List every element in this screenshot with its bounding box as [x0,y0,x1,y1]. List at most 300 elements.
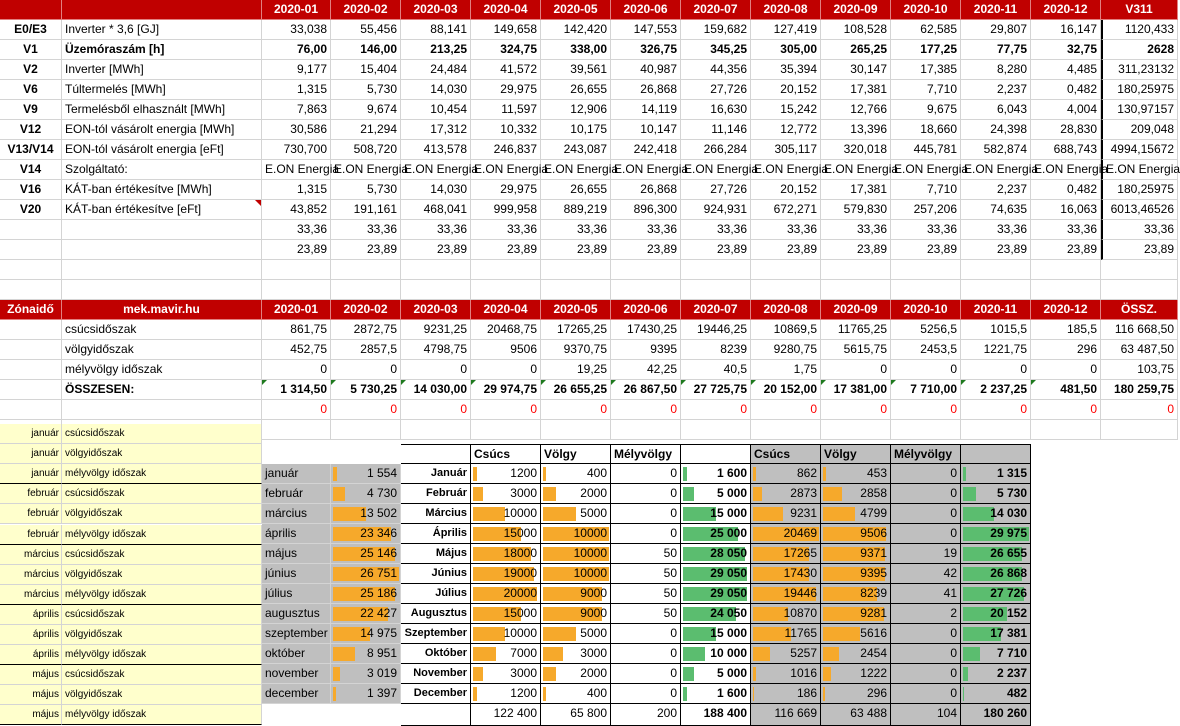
mavir-row-label[interactable] [62,400,262,420]
list-month[interactable] [0,665,62,685]
row-value[interactable] [262,180,331,200]
row-value[interactable] [471,120,541,140]
mavir-row-value[interactable] [401,380,471,400]
table-cell-a_valley[interactable] [541,484,611,504]
mavir-row-value[interactable] [331,400,401,420]
mavir-row-value[interactable] [681,360,751,380]
bar-month-name[interactable] [262,504,331,524]
table-cell-a_valley[interactable] [541,644,611,664]
table-cell-b_deep[interactable] [891,564,961,584]
table-cell-a_valley[interactable] [541,584,611,604]
row-value[interactable] [262,40,331,60]
list-month[interactable] [0,525,62,545]
table-cell-b_peak[interactable] [751,664,821,684]
empty-cell[interactable] [262,280,331,300]
table-row-month[interactable] [401,604,471,624]
list-period[interactable] [62,705,262,725]
list-period[interactable] [62,685,262,705]
row-value[interactable] [961,140,1031,160]
row-code[interactable] [0,180,62,200]
row-value[interactable] [331,80,401,100]
empty-cell[interactable] [62,280,262,300]
row-value[interactable] [961,120,1031,140]
empty-cell[interactable] [1031,280,1101,300]
table-cell-b_total[interactable] [961,544,1031,564]
bar-month-name[interactable] [262,624,331,644]
row-label[interactable] [62,180,262,200]
empty-cell[interactable] [751,260,821,280]
row-value[interactable] [891,220,961,240]
table-cell-b_peak[interactable] [751,484,821,504]
bar-month-value[interactable] [331,484,401,504]
table-cell-b_total[interactable] [961,624,1031,644]
table-row-month[interactable] [401,464,471,484]
row-value[interactable] [471,60,541,80]
mavir-header-month[interactable] [471,300,541,320]
mavir-row-value[interactable] [541,400,611,420]
bar-month-value[interactable] [331,644,401,664]
top-header-blank-b[interactable] [62,0,262,20]
row-value[interactable] [821,160,899,180]
top-header-month[interactable] [1031,0,1101,20]
mavir-header-month[interactable] [331,300,401,320]
mavir-blank[interactable] [0,380,62,400]
top-header-month[interactable] [681,0,751,20]
row-value[interactable] [331,240,401,260]
row-value[interactable] [401,80,471,100]
mavir-row-value[interactable] [821,320,891,340]
bar-month-name[interactable] [262,464,331,484]
row-value[interactable] [891,120,961,140]
table-cell-a_valley[interactable] [541,524,611,544]
row-label[interactable] [62,100,262,120]
mavir-header-month[interactable] [681,300,751,320]
row-value[interactable] [611,80,681,100]
empty-cell[interactable] [751,280,821,300]
row-value[interactable] [1031,20,1101,40]
mavir-row-value[interactable] [1031,380,1101,400]
mavir-blank[interactable] [0,360,62,380]
mavir-row-value[interactable] [961,340,1031,360]
table-cell-b_deep[interactable] [891,604,961,624]
row-value[interactable] [681,120,751,140]
table-total-b_deep[interactable] [891,704,961,726]
row-value[interactable] [262,120,331,140]
list-month[interactable] [0,545,62,565]
table-cell-b_peak[interactable] [751,504,821,524]
row-value[interactable] [1031,220,1101,240]
table-cell-a_deep[interactable] [611,584,681,604]
table-cell-b_valley[interactable] [821,464,891,484]
mavir-row-value[interactable] [751,380,821,400]
row-value[interactable] [541,20,611,40]
table-total-label[interactable] [401,704,471,726]
row-value[interactable] [262,80,331,100]
row-value[interactable] [541,140,611,160]
row-value[interactable] [471,240,541,260]
list-period[interactable] [62,424,262,444]
row-value[interactable] [961,100,1031,120]
row-value[interactable] [262,20,331,40]
mavir-row-value[interactable] [401,320,471,340]
empty-cell[interactable] [961,260,1031,280]
row-value[interactable] [1031,180,1101,200]
table-cell-a_total[interactable] [681,544,751,564]
row-value[interactable] [751,160,829,180]
mavir-header-col-b[interactable] [62,300,262,320]
list-month[interactable] [0,705,62,725]
empty-cell[interactable] [401,420,471,440]
row-value[interactable] [891,80,961,100]
bar-month-value[interactable] [331,604,401,624]
empty-cell[interactable] [331,260,401,280]
list-month[interactable] [0,685,62,705]
row-value[interactable] [611,240,681,260]
mavir-row-value[interactable] [891,340,961,360]
table-cell-b_valley[interactable] [821,544,891,564]
table-row-month[interactable] [401,584,471,604]
empty-cell[interactable] [541,260,611,280]
row-value[interactable] [262,100,331,120]
mavir-row-value[interactable] [891,380,961,400]
bar-month-value[interactable] [331,584,401,604]
row-value[interactable] [471,220,541,240]
table-cell-b_valley[interactable] [821,604,891,624]
row-value[interactable] [611,60,681,80]
table-total-a_peak[interactable] [471,704,541,726]
empty-cell[interactable] [821,420,891,440]
list-period[interactable] [62,504,262,524]
table-cell-b_valley[interactable] [821,504,891,524]
table-cell-a_total[interactable] [681,584,751,604]
row-value[interactable] [401,180,471,200]
row-value[interactable] [541,40,611,60]
mavir-header-month[interactable] [1031,300,1101,320]
row-value[interactable] [471,20,541,40]
table-row-month[interactable] [401,544,471,564]
row-value[interactable] [471,40,541,60]
row-value[interactable] [331,20,401,40]
empty-cell[interactable] [1031,260,1101,280]
mavir-row-value[interactable] [471,360,541,380]
table-header-a_peak[interactable] [471,444,541,464]
row-value[interactable] [471,160,549,180]
mavir-row-value[interactable] [611,400,681,420]
table-cell-b_peak[interactable] [751,684,821,704]
mavir-row-value[interactable] [751,400,821,420]
empty-cell[interactable] [681,260,751,280]
empty-cell[interactable] [401,280,471,300]
mavir-row-value[interactable] [471,380,541,400]
row-total[interactable] [1101,40,1178,60]
row-value[interactable] [611,220,681,240]
row-value[interactable] [681,200,751,220]
table-cell-b_peak[interactable] [751,464,821,484]
row-value[interactable] [961,60,1031,80]
table-cell-b_total[interactable] [961,604,1031,624]
row-value[interactable] [751,120,821,140]
bar-month-name[interactable] [262,544,331,564]
table-cell-b_valley[interactable] [821,524,891,544]
table-cell-b_deep[interactable] [891,644,961,664]
table-header-b_peak[interactable] [751,444,821,464]
table-cell-a_total[interactable] [681,524,751,544]
row-value[interactable] [401,100,471,120]
row-value[interactable] [401,200,471,220]
mavir-row-value[interactable] [401,340,471,360]
bar-month-name[interactable] [262,604,331,624]
empty-cell[interactable] [541,420,611,440]
row-label[interactable] [62,60,262,80]
mavir-row-value[interactable] [961,400,1031,420]
row-value[interactable] [821,100,891,120]
mavir-row-value[interactable] [262,360,331,380]
top-header-month[interactable] [401,0,471,20]
empty-cell[interactable] [401,260,471,280]
table-cell-a_peak[interactable] [471,684,541,704]
mavir-row-label[interactable] [62,340,262,360]
table-cell-b_peak[interactable] [751,644,821,664]
table-cell-a_total[interactable] [681,644,751,664]
row-value[interactable] [471,140,541,160]
top-header-month[interactable] [821,0,891,20]
mavir-row-value[interactable] [541,340,611,360]
mavir-row-total[interactable] [1101,400,1178,420]
row-label[interactable] [62,20,262,40]
row-value[interactable] [961,200,1031,220]
row-value[interactable] [611,100,681,120]
table-cell-a_valley[interactable] [541,544,611,564]
row-value[interactable] [471,100,541,120]
empty-cell[interactable] [62,260,262,280]
mavir-row-value[interactable] [262,340,331,360]
mavir-row-value[interactable] [681,340,751,360]
mavir-row-value[interactable] [331,380,401,400]
table-total-b_peak[interactable] [751,704,821,726]
row-value[interactable] [611,180,681,200]
mavir-row-value[interactable] [961,380,1031,400]
table-cell-b_peak[interactable] [751,544,821,564]
empty-cell[interactable] [891,280,961,300]
mavir-row-value[interactable] [471,320,541,340]
bar-month-name[interactable] [262,664,331,684]
mavir-row-total[interactable] [1101,360,1178,380]
mavir-row-value[interactable] [1031,340,1101,360]
row-value[interactable] [681,20,751,40]
row-value[interactable] [961,80,1031,100]
list-month[interactable] [0,504,62,524]
empty-cell[interactable] [0,260,62,280]
table-row-month[interactable] [401,644,471,664]
mavir-row-value[interactable] [961,320,1031,340]
table-cell-b_peak[interactable] [751,584,821,604]
table-row-month[interactable] [401,564,471,584]
table-cell-a_deep[interactable] [611,684,681,704]
bar-month-name[interactable] [262,524,331,544]
mavir-row-value[interactable] [262,380,331,400]
mavir-row-value[interactable] [331,360,401,380]
mavir-row-value[interactable] [821,340,891,360]
mavir-row-value[interactable] [262,320,331,340]
table-row-month[interactable] [401,664,471,684]
mavir-header-month[interactable] [751,300,821,320]
row-value[interactable] [681,160,759,180]
row-value[interactable] [681,240,751,260]
row-value[interactable] [821,240,891,260]
row-value[interactable] [681,40,751,60]
mavir-row-value[interactable] [1031,400,1101,420]
row-value[interactable] [1031,80,1101,100]
mavir-blank[interactable] [0,320,62,340]
list-period[interactable] [62,444,262,464]
row-value[interactable] [541,200,611,220]
bar-month-value[interactable] [331,544,401,564]
row-value[interactable] [541,180,611,200]
row-label[interactable] [62,240,262,260]
mavir-header-month[interactable] [262,300,331,320]
row-value[interactable] [961,240,1031,260]
row-value[interactable] [821,120,891,140]
row-value[interactable] [331,220,401,240]
table-cell-b_deep[interactable] [891,544,961,564]
table-cell-b_total[interactable] [961,584,1031,604]
table-cell-b_total[interactable] [961,504,1031,524]
list-month[interactable] [0,484,62,504]
table-cell-a_valley[interactable] [541,504,611,524]
row-value[interactable] [401,120,471,140]
top-header-total[interactable] [1101,0,1178,20]
row-total[interactable] [1101,200,1178,220]
top-header-blank-a[interactable] [0,0,62,20]
row-total[interactable] [1101,120,1178,140]
row-value[interactable] [401,40,471,60]
table-cell-b_total[interactable] [961,524,1031,544]
table-cell-a_peak[interactable] [471,644,541,664]
empty-cell[interactable] [1031,420,1101,440]
row-value[interactable] [471,80,541,100]
row-value[interactable] [611,20,681,40]
row-code[interactable] [0,120,62,140]
table-cell-b_total[interactable] [961,484,1031,504]
bar-month-name[interactable] [262,484,331,504]
table-corner[interactable] [401,444,471,464]
list-month[interactable] [0,625,62,645]
list-month[interactable] [0,464,62,484]
row-value[interactable] [541,120,611,140]
bar-month-value[interactable] [331,684,401,704]
mavir-header-month[interactable] [401,300,471,320]
row-value[interactable] [681,220,751,240]
mavir-row-total[interactable] [1101,380,1178,400]
top-header-month[interactable] [751,0,821,20]
empty-cell[interactable] [681,280,751,300]
table-cell-a_peak[interactable] [471,604,541,624]
table-cell-a_total[interactable] [681,504,751,524]
top-header-month[interactable] [471,0,541,20]
row-value[interactable] [681,100,751,120]
mavir-row-value[interactable] [891,360,961,380]
table-cell-a_deep[interactable] [611,624,681,644]
mavir-header-total[interactable] [1101,300,1178,320]
table-cell-b_peak[interactable] [751,624,821,644]
table-cell-a_peak[interactable] [471,464,541,484]
row-total[interactable] [1101,240,1178,260]
bar-month-value[interactable] [331,464,401,484]
row-value[interactable] [751,40,821,60]
table-header-a_valley[interactable] [541,444,611,464]
row-value[interactable] [471,180,541,200]
row-label[interactable] [62,120,262,140]
table-cell-b_deep[interactable] [891,584,961,604]
row-value[interactable] [681,60,751,80]
empty-cell[interactable] [611,280,681,300]
mavir-header-month[interactable] [891,300,961,320]
table-cell-a_deep[interactable] [611,604,681,624]
table-cell-a_peak[interactable] [471,504,541,524]
list-month[interactable] [0,605,62,625]
bar-month-value[interactable] [331,564,401,584]
row-total[interactable] [1101,220,1178,240]
row-value[interactable] [751,80,821,100]
empty-cell[interactable] [961,420,1031,440]
table-cell-b_valley[interactable] [821,624,891,644]
row-value[interactable] [891,100,961,120]
row-value[interactable] [891,140,961,160]
row-label[interactable] [62,140,262,160]
empty-cell[interactable] [821,280,891,300]
row-value[interactable] [541,100,611,120]
row-value[interactable] [821,80,891,100]
table-cell-a_deep[interactable] [611,484,681,504]
row-value[interactable] [541,160,619,180]
mavir-row-value[interactable] [961,360,1031,380]
mavir-header-col-a[interactable] [0,300,62,320]
list-period[interactable] [62,585,262,605]
empty-cell[interactable] [891,420,961,440]
empty-cell[interactable] [471,260,541,280]
empty-cell[interactable] [821,260,891,280]
mavir-row-value[interactable] [681,380,751,400]
row-value[interactable] [961,180,1031,200]
row-code[interactable] [0,40,62,60]
row-value[interactable] [891,20,961,40]
table-cell-a_deep[interactable] [611,504,681,524]
mavir-header-month[interactable] [821,300,891,320]
mavir-header-month[interactable] [541,300,611,320]
table-cell-b_valley[interactable] [821,584,891,604]
table-cell-b_valley[interactable] [821,644,891,664]
row-total[interactable] [1101,20,1178,40]
top-header-month[interactable] [611,0,681,20]
empty-cell[interactable] [471,280,541,300]
row-code[interactable] [0,80,62,100]
mavir-row-label[interactable] [62,380,262,400]
row-value[interactable] [541,60,611,80]
table-row-month[interactable] [401,684,471,704]
bar-month-name[interactable] [262,564,331,584]
table-cell-a_valley[interactable] [541,604,611,624]
mavir-blank[interactable] [0,400,62,420]
mavir-header-month[interactable] [961,300,1031,320]
table-header-b_valley[interactable] [821,444,891,464]
table-cell-b_peak[interactable] [751,564,821,584]
list-period[interactable] [62,625,262,645]
row-value[interactable] [1031,240,1101,260]
table-total-b_valley[interactable] [821,704,891,726]
row-value[interactable] [821,60,891,80]
bar-month-name[interactable] [262,684,331,704]
mavir-blank[interactable] [0,340,62,360]
